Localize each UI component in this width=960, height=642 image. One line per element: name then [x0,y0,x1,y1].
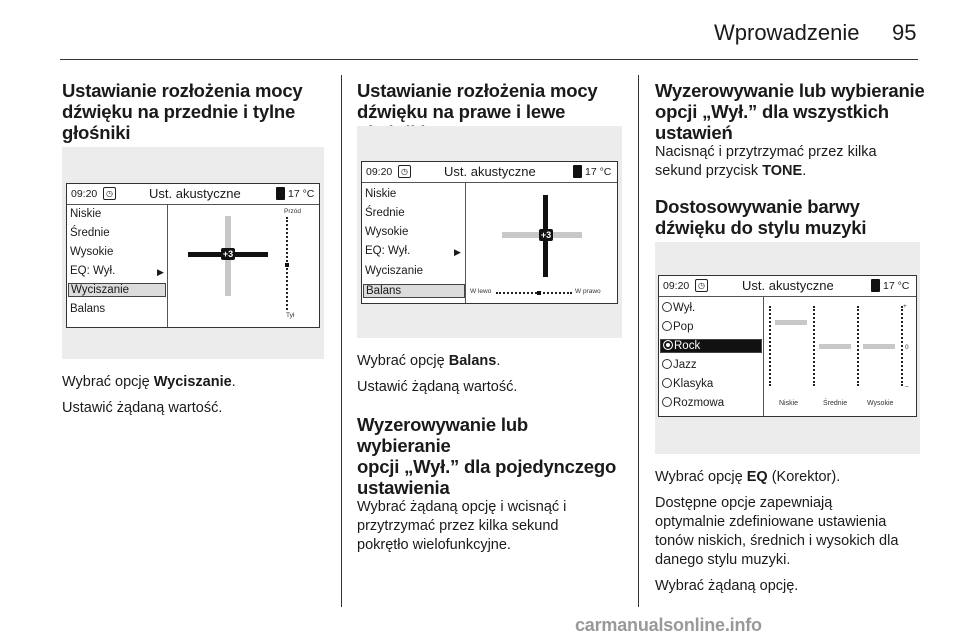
screen-title: Ust. akustyczne [444,164,536,179]
scale-minus: – [905,383,909,390]
right-label: W prawo [575,288,601,295]
menu-item-balans[interactable]: Balans [363,284,465,298]
instruction-select-eq: Wybrać opcję EQ (Korektor). [655,469,841,485]
phone-icon [573,165,582,178]
preset-rock[interactable]: Rock [660,339,762,353]
eq-level-1[interactable] [775,320,807,325]
radio-icon [662,359,672,369]
instruction-choose: Wybrać żądaną opcję. [655,578,799,594]
section-heading: Wyzerowywanie lub wybieranie opcji „Wył.” dla wszystkich ustawień [655,80,925,143]
phone-icon [871,279,880,292]
status-bar [362,162,617,183]
preset-jazz[interactable]: Jazz [662,359,697,371]
eq-label-2: Średnie [823,400,848,407]
column-1 [62,80,324,143]
screenshot-eq [655,242,920,454]
radio-icon [662,397,672,407]
radio-icon [662,302,672,312]
column-1-text [62,373,324,418]
chevron-right-icon: ▶ [157,267,164,277]
page-header [0,0,960,60]
radio-icon [662,321,672,331]
menu-item-niskie[interactable]: Niskie [70,208,102,220]
column-3 [655,80,925,238]
temperature: 17 °C [883,280,910,292]
menu-item-wysokie[interactable]: Wysokie [365,226,409,238]
eq-preset-menu [659,297,764,416]
front-label: Przód [284,208,301,215]
instruction-set: Ustawić żądaną wartość. [357,379,518,395]
clock-icon: ◷ [695,279,708,292]
column-2-text [357,352,622,555]
screenshot-balance [357,126,622,338]
balance-marker [537,291,541,295]
status-bar [659,276,916,297]
section-heading: Dostosowywanie barwy dźwięku do stylu muzyki [655,196,867,238]
screen-title: Ust. akustyczne [149,186,241,201]
menu-item-srednie[interactable]: Średnie [70,227,110,239]
eq-reference-scale [901,306,905,386]
column-divider [341,75,342,607]
clock-icon: ◷ [103,187,116,200]
display-screen [361,161,618,304]
left-label: W lewo [470,288,492,295]
section-heading: Ustawianie rozłożenia mocy dźwięku na prawe i lewe [357,80,598,122]
radio-selected-icon [663,340,673,350]
fader-value[interactable]: +3 [222,249,234,259]
header-rule [60,59,918,60]
page-title: Wprowadzenie [714,20,860,45]
eq-level-2[interactable] [819,344,851,349]
scale-plus: + [903,303,907,310]
column-3-text [655,468,925,596]
display-screen [66,183,320,328]
menu-item-eq[interactable]: EQ: Wył. [365,245,411,257]
menu-item-srednie[interactable]: Średnie [365,207,405,219]
menu-item-wyciszanie[interactable]: Wyciszanie [365,265,424,277]
tone-menu [362,183,466,303]
tone-menu [67,205,168,327]
section-heading: Ustawianie rozłożenia mocy dźwięku na przednie i tylne głośniki [62,80,303,143]
section-heading: Wyzerowywanie lub wybieranie opcji „Wył.” dla pojedynczego ustawienia [357,414,617,498]
radio-icon [662,378,672,388]
instruction-select: Wybrać opcję Wyciszanie. [62,374,236,390]
balance-value[interactable]: +3 [540,230,552,240]
screen-title: Ust. akustyczne [742,278,834,293]
preset-wyl[interactable]: Wył. [662,302,695,314]
scale-zero: 0 [905,344,909,351]
eq-scale-2 [813,306,817,386]
eq-label-3: Wysokie [867,400,894,407]
instruction-select: Wybrać opcję Balans. [357,353,501,369]
clock-time: 09:20 [71,188,98,200]
instruction-set: Ustawić żądaną wartość. [62,400,223,416]
rear-label: Tył [286,312,295,319]
display-screen [658,275,917,417]
clock-icon: ◷ [398,165,411,178]
eq-scale-3 [857,306,861,386]
temperature: 17 °C [585,166,612,178]
menu-item-balans[interactable]: Balans [70,303,106,315]
fader-marker [285,263,289,267]
watermark: carmanualsonline.info [575,615,762,635]
chevron-right-icon: ▶ [454,247,461,257]
menu-item-wysokie[interactable]: Wysokie [70,246,114,258]
balance-scale [496,292,572,296]
menu-item-eq[interactable]: EQ: Wył. [70,265,116,277]
eq-level-3[interactable] [863,344,895,349]
eq-label-1: Niskie [779,400,799,407]
menu-item-niskie[interactable]: Niskie [365,188,397,200]
phone-icon [276,187,285,200]
menu-item-wyciszanie[interactable]: Wyciszanie [68,283,166,297]
clock-time: 09:20 [366,166,393,178]
preset-rozmowa[interactable]: Rozmowa [662,397,724,409]
eq-description: Dostępne opcje zapewniają optymalnie zdefiniowane ustawienia tonów niskich, średnich i wysokich dla danego stylu muzyki. [655,495,899,568]
instruction-reset-all: Nacisnąć i przytrzymać przez kilka sekund przycisk TONE. [655,144,877,179]
status-bar [67,184,319,205]
screenshot-fader [62,147,324,359]
temperature: 17 °C [288,188,315,200]
page-number: 95 [892,20,917,45]
eq-scale-1 [769,306,773,386]
column-divider [638,75,639,607]
preset-klasyka[interactable]: Klasyka [662,378,713,390]
preset-pop[interactable]: Pop [662,321,693,333]
instruction-reset-single: Wybrać żądaną opcję i wcisnąć i przytrzymać przez kilka sekund pokrętło wielofunkcyjne. [357,499,567,553]
clock-time: 09:20 [663,280,690,292]
